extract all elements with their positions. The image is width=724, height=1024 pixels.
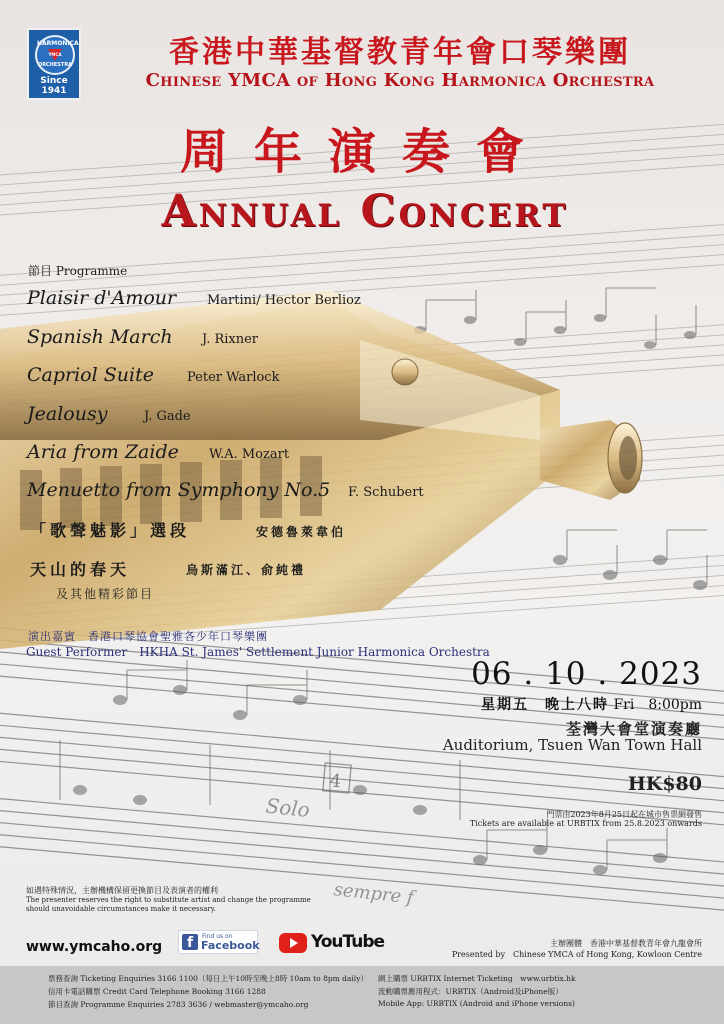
programme-title-zh: 天山的春天 [30,560,131,579]
ymca-harmonica-logo [27,28,81,100]
event-time [440,694,702,714]
facebook-badge[interactable] [178,930,258,954]
programme-composer: F. Schubert [348,485,424,500]
venue-zh: 荃灣大會堂演奏廳 [565,720,702,738]
disclaimer-zh: 如遇特殊情況，主辦機構保留更換節目及表演者的權利 [26,886,218,895]
other-items-note: 及其他精彩節目 [56,587,155,601]
programme-heading: 節目 Programme [28,264,128,278]
event-time-en: Fri 8:00pm [613,697,702,713]
footer-mobile-app-en: Mobile App: URBTIX (Android and iPhone versions) [378,999,575,1008]
footer-bar [0,966,724,1024]
event-time-zh: 星期五 晚上八時 [480,697,609,713]
programme-title: Capriol Suite [27,364,154,386]
youtube-play-icon [279,933,307,953]
logo-since: Since 1941 [40,76,68,96]
youtube-badge[interactable] [279,932,385,956]
logo-ring-center: YMCA [48,52,62,57]
programme-title: Spanish March [27,326,173,348]
programme-title: Aria from Zaide [27,441,179,463]
guest-performer-en: Guest Performer HKHA St. James' Settlement Junior Harmonica Orchestra [26,645,490,659]
org-name-zh: 香港中華基督教青年會口琴樂團 [169,35,631,70]
disclaimer-en: The presenter reserves the right to substitute artist and change the programme should unavoidable circumstances make it necessary. [26,896,311,913]
footer-credit-card-booking: 信用卡電話購票 Credit Card Telephone Booking 3166 1288 [48,987,266,996]
programme-title: Jealousy [27,403,108,425]
ticket-sale-note-en: Tickets are available at URBTIX from 25.8.2023 onwards [469,819,702,828]
website-link[interactable]: www.ymcaho.org [26,939,163,955]
event-date: 06 . 10 . 2023 [471,656,702,692]
presenter-zh: 主辦團體 香港中華基督教青年會九龍會所 [550,939,702,948]
guest-performer-zh: 演出嘉賓 香港口琴協會聖雅各少年口琴樂團 [28,630,268,643]
footer-internet-ticketing: 網上購票 URBTIX Internet Ticketing www.urbtix.hk [378,974,576,983]
programme-composer: Martini/ Hector Berlioz [207,293,361,308]
facebook-label: Facebook [201,939,260,952]
programme-composer-zh: 烏斯滿江、俞純禮 [186,563,307,577]
ticket-price: HK$80 [627,773,702,795]
presenter-en: Presented by Chinese YMCA of Hong Kong, Kowloon Centre [451,950,702,959]
solo-marking: Solo [264,793,312,823]
logo-emblem [35,35,79,75]
programme-composer: J. Rixner [202,332,259,347]
programme-title-zh: 「歌聲魅影」選段 [30,521,191,540]
concert-title-zh: 周年演奏會 [179,124,550,180]
youtube-label: YouTube [311,932,385,952]
programme-title: Plaisir d'Amour [27,287,177,309]
org-name-en: Chinese YMCA of Hong Kong Harmonica Orchestra [145,70,655,91]
footer-mobile-app-zh: 流動購票應用程式：URBTIX（Android及iPhone版） [378,987,563,996]
programme-title: Menuetto from Symphony No.5 [27,479,331,501]
programme-composer-zh: 安德魯萊韋伯 [256,525,347,539]
logo-ring-bottom: ORCHESTRA [37,62,73,68]
programme-composer: W.A. Mozart [209,447,290,462]
facebook-find-label: Find us on [202,933,233,940]
programme-composer: Peter Warlock [187,370,280,385]
ticket-sale-note-zh: 門票由2023年8月25日起在城市售票網發售 [546,810,702,819]
venue-en: Auditorium, Tsuen Wan Town Hall [442,736,702,754]
programme-composer: J. Gade [144,409,191,424]
concert-title-en: Annual Concert [161,186,569,237]
logo-ring-top: HARMONICA [37,40,79,47]
footer-programme-enquiries: 節目查詢 Programme Enquiries 2783 3636 / webmaster@ymcaho.org [48,1000,309,1009]
sempre-marking: sempre f [332,879,415,909]
measure-number: 4 [328,770,343,793]
footer-ticketing-enquiries: 票務查詢 Ticketing Enquiries 3166 1100（每日上午10時至晚上8時 10am to 8pm daily） [48,974,368,983]
facebook-icon: f [182,934,198,950]
